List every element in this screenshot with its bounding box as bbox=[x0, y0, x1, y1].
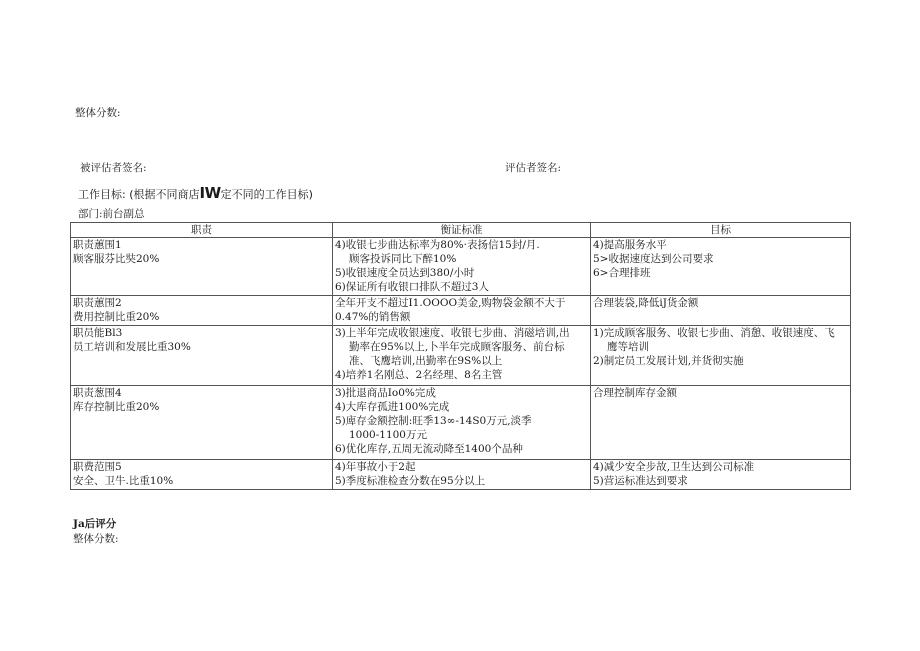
duty-cell bbox=[71, 460, 333, 490]
table-row bbox=[71, 296, 851, 326]
target-line: 2)制定员工发展计划,并货彻实施 bbox=[593, 355, 744, 367]
standard-line: 3)上半年完成收银速度、收银七步曲、消磁培训,出 bbox=[335, 327, 570, 339]
goal-label: 工作目标: bbox=[78, 188, 126, 201]
target-line: 5)营运标准达到要求 bbox=[593, 475, 688, 487]
standard-line: 5)庳存金额控制:旺季13∞-14S0万元,淡季 bbox=[335, 415, 532, 427]
standard-line: 1000-1100万元 bbox=[349, 429, 427, 441]
target-line: 4)提高服务水平 bbox=[593, 239, 667, 251]
duty-weight: 员工培训和发展比重30% bbox=[73, 341, 191, 353]
table-row bbox=[71, 460, 851, 490]
target-cell bbox=[591, 326, 851, 386]
table-header-row bbox=[71, 223, 851, 238]
column-header-standard: 衡证标准 bbox=[333, 223, 591, 238]
standard-line: 6)优化库存,五周无流动降至1400个品种 bbox=[335, 443, 523, 455]
target-cell bbox=[591, 386, 851, 460]
table-row bbox=[71, 386, 851, 460]
standard-line: 准、飞鹰培训,出勤率在9S%以上 bbox=[349, 355, 503, 367]
standard-line: 5)季度标准检查分数在95分以上 bbox=[335, 475, 486, 487]
standard-cell bbox=[333, 238, 591, 296]
duty-cell bbox=[71, 326, 333, 386]
duty-cell bbox=[71, 296, 333, 326]
standard-line: 4)年事故小于2起 bbox=[335, 461, 416, 473]
evaluatee-signature-label: 被评估者签名: bbox=[80, 162, 147, 174]
duty-cell bbox=[71, 238, 333, 296]
duty-weight: 顾客服芬比奘20% bbox=[73, 253, 160, 265]
standard-cell bbox=[333, 386, 591, 460]
target-line: 1)完成顾客服务、收银七步曲、消憩、收银速度、飞 bbox=[593, 327, 835, 339]
table-row bbox=[71, 326, 851, 386]
target-line: 鹰等培训 bbox=[607, 341, 649, 353]
standard-line: 3)批退商品Io0%完成 bbox=[335, 387, 436, 399]
evaluator-signature-label: 评估者签名: bbox=[505, 162, 562, 174]
target-cell bbox=[591, 296, 851, 326]
column-header-duty: 职责 bbox=[71, 223, 333, 238]
standard-line: 4)收银七步曲达标率为80%·表扬信15封/月. bbox=[335, 239, 540, 251]
column-header-target: 目标 bbox=[591, 223, 851, 238]
duty-weight: 库存控制比重20% bbox=[73, 401, 160, 413]
standard-line: 6)保证所有收银口排队不超过3人 bbox=[335, 281, 489, 293]
goal-note-bold: IW bbox=[199, 184, 221, 202]
standard-line: 顾客投诉同比下醉10% bbox=[349, 253, 457, 265]
department-label: 部门:前台副总 bbox=[78, 208, 145, 220]
goal-note-open: (根据不同商店 bbox=[129, 188, 200, 201]
standard-cell bbox=[333, 326, 591, 386]
standard-line: 0.47%的销售额 bbox=[335, 311, 411, 323]
duty-cell bbox=[71, 386, 333, 460]
table-row bbox=[71, 238, 851, 296]
standard-line: 4)培养1名刚总、2名经理、8名主管 bbox=[335, 369, 503, 381]
duty-weight: 安全、卫牛.比重10% bbox=[73, 475, 174, 487]
standard-line: 勤率在95%以上,卜半年完成顾客服务、前台标 bbox=[349, 341, 565, 353]
duty-title: 职责蕙围2 bbox=[73, 297, 122, 309]
target-line: 5>收据速度达到公司要求 bbox=[593, 253, 714, 265]
duty-weight: 费用控制比重20% bbox=[73, 311, 160, 323]
duty-title: 职员能Bl3 bbox=[73, 327, 123, 339]
target-line: 6>合理排班 bbox=[593, 267, 651, 279]
standard-cell bbox=[333, 460, 591, 490]
kpi-table bbox=[70, 222, 851, 490]
after-evaluation-label: Ja后评分 bbox=[73, 518, 117, 530]
target-line: 合理控制库存金额 bbox=[593, 387, 677, 399]
goal-note-close: 定不同的工作目标) bbox=[220, 188, 313, 201]
standard-line: 4)大库存孤进100%完成 bbox=[335, 401, 450, 413]
target-cell bbox=[591, 460, 851, 490]
duty-title: 职费范围5 bbox=[73, 461, 122, 473]
target-line: 合理装袋,降低iJ货金额 bbox=[593, 297, 699, 309]
standard-cell bbox=[333, 296, 591, 326]
target-cell bbox=[591, 238, 851, 296]
overall-score-bottom: 整体分数: bbox=[73, 533, 119, 545]
standard-line: 全年开支不超过I1.OOOO美金,购物袋金额不大于 bbox=[335, 297, 566, 309]
standard-line: 5)收银速度全员达到380/小时 bbox=[335, 267, 475, 279]
target-line: 4)减少安全步故,卫生达到公司标准 bbox=[593, 461, 755, 473]
duty-title: 职责葱围4 bbox=[73, 387, 122, 399]
duty-title: 职责蕙围1 bbox=[73, 239, 122, 251]
overall-score-top: 整体分数: bbox=[75, 107, 121, 119]
work-goal-line bbox=[78, 184, 313, 202]
